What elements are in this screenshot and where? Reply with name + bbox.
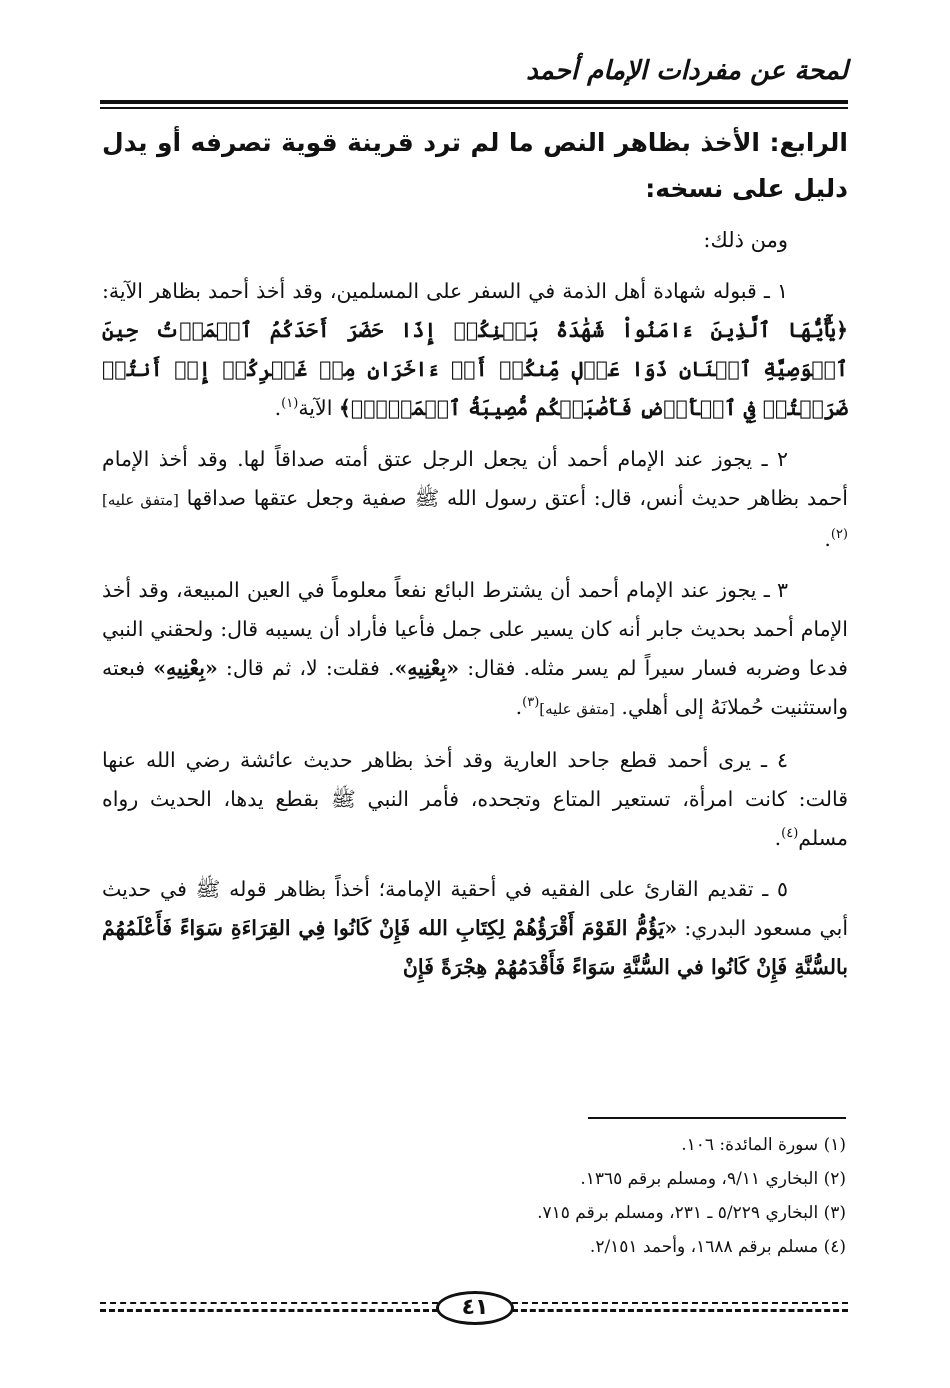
- paragraph-2: [102, 440, 848, 559]
- paragraph-5: [102, 870, 848, 987]
- footnote-ref: (٤): [781, 826, 799, 842]
- running-header-title: لمحة عن مفردات الإمام أحمد: [526, 56, 848, 86]
- text-run: .: [774, 826, 782, 850]
- text-run: فبعته واستثنيت حُملانَهُ إلى أهلي.: [102, 656, 848, 719]
- hadith-quote: «بِعْنِيهِ»: [153, 656, 218, 680]
- text-run: الآية: [298, 396, 339, 420]
- text-run: ٥ ـ تقديم القارئ على الفقيه في أحقية الإمامة؛ أخذاً بظاهر قوله ﷺ في حديث أبي مسعود البدري:: [102, 877, 849, 940]
- quran-verse: ﴿يَٰٓأَيُّهَا ٱلَّذِينَ ءَامَنُواْ شَهَٰدَةُ بَيۡنِكُمۡ إِذَا حَضَرَ أَحَدَكُمُ ٱلۡمَوۡتُ حِينَ ٱلۡوَصِيَّةِ ٱثۡنَانِ ذَوَا عَدۡلٖ مِّنكُمۡ أَوۡ ءَاخَرَانِ مِنۡ غَيۡرِكُمۡ إِنۡ أَنتُمۡ ضَرَبۡتُمۡ فِي ٱلۡأَرۡضِ فَأَصَٰبَتۡكُم مُّصِيبَةُ ٱلۡمَوۡتِۚ﴾: [102, 318, 848, 420]
- text-run: ٣ ـ يجوز عند الإمام أحمد أن يشترط البائع نفعاً معلوماً في العين المبيعة، وقد أخذ الإمام أحمد بحديث جابر أنه كان يسير على جمل فأعيا فأراد أن يسيبه قال: ولحقني النبي فدعا وضربه فسار سيراً لم يسر مثله. فقال:: [102, 578, 848, 680]
- page-number: ٤١: [436, 1291, 514, 1325]
- intro-line: ومن ذلك:: [703, 228, 788, 252]
- text-run: .: [824, 527, 831, 551]
- text-run: ١ ـ قبوله شهادة أهل الذمة في السفر على المسلمين، وقد أخذ أحمد بظاهر الآية:: [102, 279, 788, 303]
- footnote-3: (٣) البخاري ٥/٢٢٩ ـ ٢٣١، ومسلم برقم ٧١٥.: [537, 1203, 846, 1223]
- paragraph-1: [102, 272, 848, 428]
- text-run: ٢ ـ يجوز عند الإمام أحمد أن يجعل الرجل عتق أمته صداقاً لها. وقد أخذ الإمام أحمد بظاهر حديث أنس، قال: أعتق رسول الله ﷺ صفية وجعل عتقها صداقها: [102, 447, 848, 510]
- paragraph-4: [102, 741, 848, 858]
- hadith-quote: «بِعْنِيهِ»: [394, 656, 460, 680]
- source-note: [متفق عليه]: [102, 491, 179, 509]
- footnote-2: (٢) البخاري ٩/١١، ومسلم برقم ١٣٦٥.: [580, 1169, 846, 1189]
- footer-ornament-left-top: [100, 1302, 438, 1304]
- footer-ornament-right-top: [512, 1302, 848, 1304]
- text-run: ٤ ـ يرى أحمد قطع جاحد العارية وقد أخذ بظاهر حديث عائشة رضي الله عنها قالت: كانت امرأة، تستعير المتاع وتجحده، فأمر النبي ﷺ بقطع يدها، الحديث رواه مسلم: [102, 748, 848, 850]
- page-body: [102, 120, 848, 999]
- footnote-ref: (٣): [522, 695, 540, 711]
- footer-ornament-right-bottom: [512, 1309, 848, 1312]
- paragraph-3: [102, 571, 848, 729]
- source-note: [متفق عليه]: [539, 700, 615, 718]
- footnote-4: (٤) مسلم برقم ١٦٨٨، وأحمد ٢/١٥١.: [589, 1237, 846, 1257]
- section-heading: الرابع: الأخذ بظاهر النص ما لم ترد قرينة قوية تصرفه أو يدل دليل على نسخه:: [102, 128, 848, 203]
- footnote-ref: (١): [281, 396, 299, 412]
- header-rule-thin: [100, 107, 848, 109]
- footnote-ref: (٢): [830, 527, 848, 543]
- footnote-1: (١) سورة المائدة: ١٠٦.: [681, 1135, 846, 1155]
- footnotes: [102, 1128, 848, 1264]
- footer-ornament-left-bottom: [100, 1309, 438, 1312]
- footnote-separator: [588, 1117, 846, 1119]
- header-rule-thick: [100, 100, 848, 104]
- text-run: .: [515, 695, 523, 719]
- text-run: .: [274, 396, 282, 420]
- text-run: . فقلت: لا، ثم قال:: [217, 656, 395, 680]
- hadith-quote: «يَؤُمُّ القَوْمَ أَقْرَؤُهُمْ لِكِتَابِ الله فَإِنْ كَانُوا فِي القِرَاءَةِ سَوَاءً فَأَعْلَمُهُمْ بالسُّنَّةِ فَإِنْ كَانُوا في السُّنَّةِ سَوَاءً فَأَقْدَمُهُمْ هِجْرَةً فَإِنْ: [102, 916, 848, 979]
